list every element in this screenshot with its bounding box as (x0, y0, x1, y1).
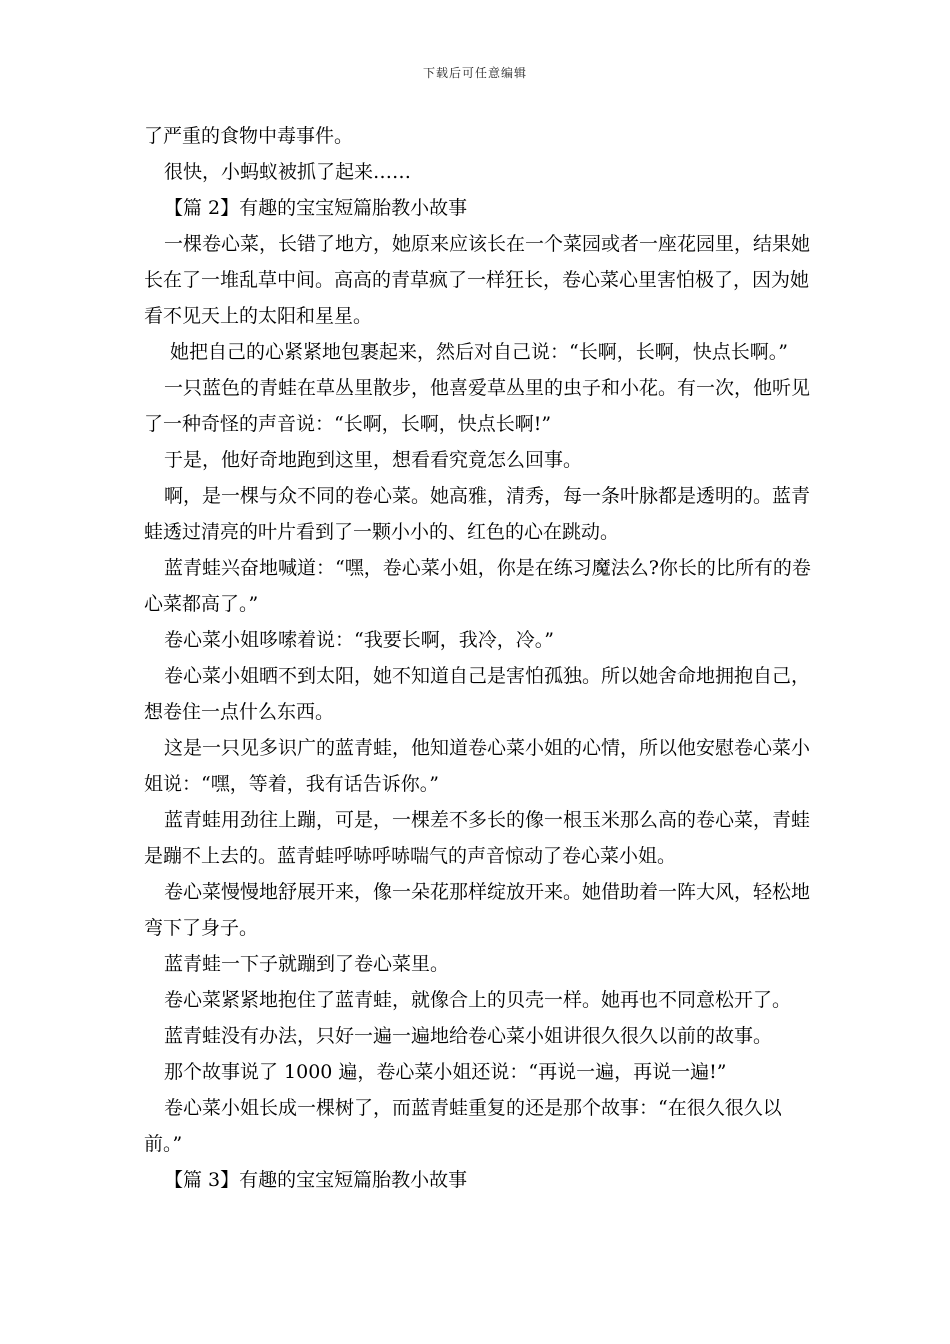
paragraph: 那个故事说了 1000 遍，卷心菜小姐还说：“再说一遍，再说一遍!” (164, 1061, 727, 1083)
page-header: 下载后可任意编辑 (422, 66, 527, 80)
paragraph: 蓝青蛙兴奋地喊道：“嘿，卷心菜小姐，你是在练习魔法么?你长的比所有的卷心菜都高了。” (144, 557, 811, 615)
paragraph: 蓝青蛙没有办法，只好一遍一遍地给卷心菜小姐讲很久很久以前的故事。 (164, 1025, 773, 1047)
paragraph: 一棵卷心菜，长错了地方，她原来应该长在一个菜园或者一座花园里，结果她长在了一堆乱草中间。高高的青草疯了一样狂长，卷心菜心里害怕极了，因为她看不见天上的太阳和星星。 (144, 233, 811, 327)
paragraph: 啊，是一棵与众不同的卷心菜。她高雅，清秀，每一条叶脉都是透明的。蓝青蛙透过清亮的叶片看到了一颗小小的、红色的心在跳动。 (144, 485, 811, 543)
paragraph: 卷心菜小姐晒不到太阳，她不知道自己是害怕孤独。所以她舍命地拥抱自己，想卷住一点什么东西。 (144, 665, 811, 723)
paragraph: 一只蓝色的青蛙在草丛里散步，他喜爱草丛里的虫子和小花。有一次，他听见了一种奇怪的声音说：“长啊，长啊，快点长啊!” (144, 377, 811, 435)
paragraph: 这是一只见多识广的蓝青蛙，他知道卷心菜小姐的心情，所以他安慰卷心菜小姐说：“嘿，等着，我有话告诉你。” (144, 737, 811, 795)
paragraph: 蓝青蛙用劲往上蹦，可是，一棵差不多长的像一根玉米那么高的卷心菜，青蛙是蹦不上去的。蓝青蛙呼哧呼哧喘气的声音惊动了卷心菜小姐。 (144, 809, 811, 867)
paragraph: 她把自己的心紧紧地包裹起来，然后对自己说：“长啊，长啊，快点长啊。” (164, 341, 788, 363)
paragraph: 于是，他好奇地跑到这里，想看看究竟怎么回事。 (164, 449, 583, 471)
paragraph: 蓝青蛙一下子就蹦到了卷心菜里。 (164, 953, 450, 975)
paragraph: 卷心菜小姐哆嗦着说：“我要长啊，我冷，冷。” (164, 629, 554, 651)
document-body (144, 118, 816, 1198)
paragraph: 很快，小蚂蚁被抓了起来…… (164, 161, 412, 183)
paragraph: 卷心菜小姐长成一棵树了，而蓝青蛙重复的还是那个故事：“在很久很久以前。” (144, 1097, 782, 1155)
paragraph: 卷心菜慢慢地舒展开来，像一朵花那样绽放开来。她借助着一阵大风，轻松地弯下了身子。 (144, 881, 811, 939)
section-heading: 【篇 3】有趣的宝宝短篇胎教小故事 (164, 1169, 468, 1191)
paragraph: 卷心菜紧紧地抱住了蓝青蛙，就像合上的贝壳一样。她再也不同意松开了。 (164, 989, 792, 1011)
paragraph: 了严重的食物中毒事件。 (144, 125, 354, 147)
section-heading: 【篇 2】有趣的宝宝短篇胎教小故事 (164, 197, 468, 219)
